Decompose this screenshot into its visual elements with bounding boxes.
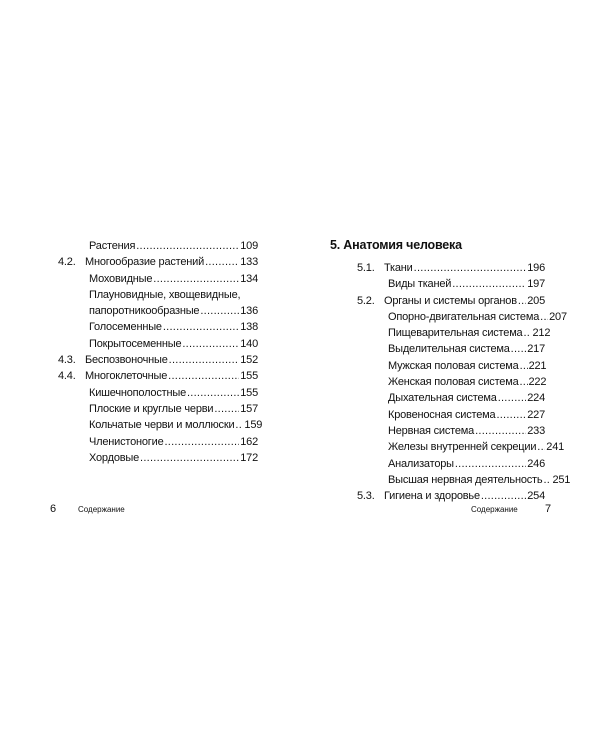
leader-dots bbox=[214, 401, 239, 417]
toc-entry-page: 227 bbox=[527, 408, 545, 421]
toc-entry-title: Плоские и круглые черви bbox=[89, 402, 214, 415]
toc-entry-title: Гигиена и здоровье bbox=[384, 490, 480, 503]
toc-entry[interactable] bbox=[330, 293, 545, 309]
toc-entry[interactable] bbox=[330, 456, 545, 472]
toc-entry-title: Нервная система bbox=[388, 424, 475, 437]
toc-entry[interactable] bbox=[58, 254, 258, 270]
toc-entry-title: Женская половая система bbox=[388, 376, 519, 389]
leader-dots bbox=[414, 260, 527, 276]
page-number: 7 bbox=[545, 503, 552, 515]
toc-entry-page: 140 bbox=[240, 337, 258, 350]
toc-entry-page: 109 bbox=[240, 240, 258, 252]
toc-entry-title: Кольчатые черви и моллюски bbox=[89, 419, 235, 432]
leader-dots bbox=[511, 341, 527, 357]
toc-entry-title: Покрытосеменные bbox=[89, 337, 182, 350]
toc-entry[interactable] bbox=[330, 423, 545, 439]
toc-entry[interactable] bbox=[330, 341, 545, 357]
leader-dots bbox=[452, 276, 526, 292]
running-title: Содержание bbox=[78, 505, 125, 514]
toc-entry-title: Виды тканей bbox=[388, 278, 452, 291]
toc-entry-page: 162 bbox=[240, 435, 258, 448]
toc-entry[interactable] bbox=[330, 325, 551, 341]
toc-entry-page: 134 bbox=[240, 272, 258, 285]
leader-dots bbox=[205, 254, 239, 270]
toc-entry-number: 5.1. bbox=[357, 262, 375, 274]
leader-dots bbox=[140, 450, 239, 466]
leader-dots bbox=[481, 488, 526, 504]
toc-entry[interactable] bbox=[58, 287, 258, 303]
leader-dots bbox=[475, 423, 526, 439]
toc-entry-page: 224 bbox=[527, 392, 545, 405]
toc-entry[interactable] bbox=[330, 358, 545, 374]
leader-dots bbox=[163, 319, 239, 335]
toc-entry[interactable] bbox=[58, 319, 258, 335]
toc-entry-title: Голосеменные bbox=[89, 321, 162, 334]
leader-dots bbox=[235, 417, 243, 433]
toc-entry-page: 196 bbox=[527, 262, 545, 274]
page-number: 6 bbox=[50, 503, 57, 515]
leader-dots bbox=[496, 407, 526, 423]
toc-entry[interactable] bbox=[330, 276, 545, 292]
toc-entry[interactable] bbox=[58, 417, 263, 433]
toc-entry-title: Многообразие растений bbox=[85, 256, 205, 269]
leader-dots bbox=[182, 336, 239, 352]
toc-entry[interactable] bbox=[58, 434, 258, 450]
toc-entry-page: 217 bbox=[527, 343, 545, 356]
leader-dots bbox=[543, 472, 551, 488]
toc-entry-title: Органы и системы органов bbox=[384, 294, 517, 307]
toc-entry-page: 207 bbox=[549, 310, 567, 323]
toc-entry-number: 4.2. bbox=[58, 256, 76, 269]
toc-entry-number: 5.3. bbox=[357, 490, 375, 503]
toc-entry-title: Моховидные bbox=[89, 272, 153, 285]
toc-list-right bbox=[330, 260, 571, 504]
toc-entry[interactable] bbox=[330, 309, 567, 325]
toc-entry-page: 221 bbox=[528, 359, 547, 372]
toc-entry-title: Выделительная система bbox=[388, 343, 510, 356]
toc-entry-title: Хордовые bbox=[89, 451, 140, 464]
toc-entry[interactable] bbox=[58, 401, 258, 417]
leader-dots bbox=[169, 352, 240, 368]
leader-dots bbox=[168, 368, 239, 384]
toc-entry-title: Ткани bbox=[384, 262, 413, 274]
toc-entry-page: 157 bbox=[240, 402, 258, 415]
leader-dots bbox=[165, 434, 240, 450]
toc-entry[interactable] bbox=[58, 450, 258, 466]
toc-entry[interactable] bbox=[330, 260, 545, 276]
toc-entry-title: Кишечнополостные bbox=[89, 386, 186, 399]
toc-entry-title: Пищеварительная система bbox=[388, 327, 523, 340]
leader-dots bbox=[520, 374, 528, 390]
toc-entry-title: папоротникообразные bbox=[89, 305, 200, 318]
toc-entry[interactable] bbox=[58, 336, 258, 352]
toc-entry[interactable] bbox=[58, 303, 258, 319]
toc-entry-title: Опорно-двигательная система bbox=[388, 310, 540, 323]
toc-entry-page: 152 bbox=[240, 354, 258, 367]
toc-entry[interactable] bbox=[58, 385, 258, 401]
toc-entry[interactable] bbox=[330, 439, 565, 455]
toc-entry-page: 155 bbox=[240, 370, 258, 383]
toc-entry-number: 4.3. bbox=[58, 354, 76, 367]
toc-entry[interactable] bbox=[58, 352, 258, 368]
toc-entry-page: 222 bbox=[528, 376, 547, 389]
toc-entry-title: Членистоногие bbox=[89, 435, 164, 448]
toc-entry-page: 136 bbox=[240, 305, 258, 318]
leader-dots bbox=[540, 309, 548, 325]
leader-dots bbox=[520, 358, 528, 374]
toc-entry-page: 133 bbox=[240, 256, 258, 269]
toc-entry-page: 159 bbox=[244, 419, 263, 432]
toc-entry-title: Плауновидные, хвощевидные, bbox=[89, 288, 241, 301]
toc-entry-title: Многоклеточные bbox=[85, 370, 168, 383]
toc-entry[interactable] bbox=[330, 488, 545, 504]
toc-entry-title: Беспозвоночные bbox=[85, 354, 168, 367]
leader-dots bbox=[455, 456, 526, 472]
toc-entry-page: 246 bbox=[527, 457, 545, 470]
toc-entry-title: Железы внутренней секреции bbox=[388, 441, 537, 454]
toc-entry-title: Высшая нервная деятельность bbox=[388, 473, 543, 486]
toc-entry-page: 212 bbox=[532, 327, 551, 340]
toc-entry-page: 172 bbox=[240, 451, 258, 464]
toc-entry[interactable] bbox=[330, 407, 545, 423]
leader-dots bbox=[518, 293, 526, 309]
toc-entry[interactable] bbox=[330, 374, 545, 390]
toc-entry-title: Кровеносная система bbox=[388, 408, 496, 421]
leader-dots bbox=[136, 238, 239, 254]
toc-entry[interactable] bbox=[330, 390, 545, 406]
toc-entry-title: Мужская половая система bbox=[388, 359, 519, 372]
running-title: Содержание bbox=[471, 505, 518, 514]
toc-entry[interactable] bbox=[58, 368, 258, 384]
leader-dots bbox=[537, 439, 545, 455]
toc-entry[interactable] bbox=[330, 472, 571, 488]
leader-dots bbox=[153, 271, 239, 287]
toc-entry-page: 233 bbox=[527, 424, 545, 437]
leader-dots bbox=[523, 325, 531, 341]
leader-dots bbox=[200, 303, 239, 319]
toc-entry[interactable] bbox=[58, 271, 258, 287]
leader-dots bbox=[498, 390, 527, 406]
toc-entry-title: Дыхательная система bbox=[388, 392, 497, 405]
section-heading: 5. Анатомия человека bbox=[330, 238, 462, 252]
toc-entry-page: 205 bbox=[527, 294, 545, 307]
toc-list-left bbox=[58, 238, 263, 466]
toc-entry-page: 155 bbox=[240, 386, 258, 399]
toc-entry-title: Анализаторы bbox=[388, 457, 454, 470]
toc-entry-title: Растения bbox=[89, 240, 136, 252]
toc-entry-page: 254 bbox=[527, 490, 545, 503]
leader-dots bbox=[187, 385, 239, 401]
toc-entry-page: 197 bbox=[527, 278, 545, 291]
toc-entry-number: 5.2. bbox=[357, 294, 375, 307]
toc-entry-page: 138 bbox=[240, 321, 258, 334]
toc-entry[interactable] bbox=[58, 238, 258, 254]
toc-entry-page: 241 bbox=[546, 441, 565, 454]
toc-entry-page: 251 bbox=[552, 473, 571, 486]
toc-entry-number: 4.4. bbox=[58, 370, 76, 383]
